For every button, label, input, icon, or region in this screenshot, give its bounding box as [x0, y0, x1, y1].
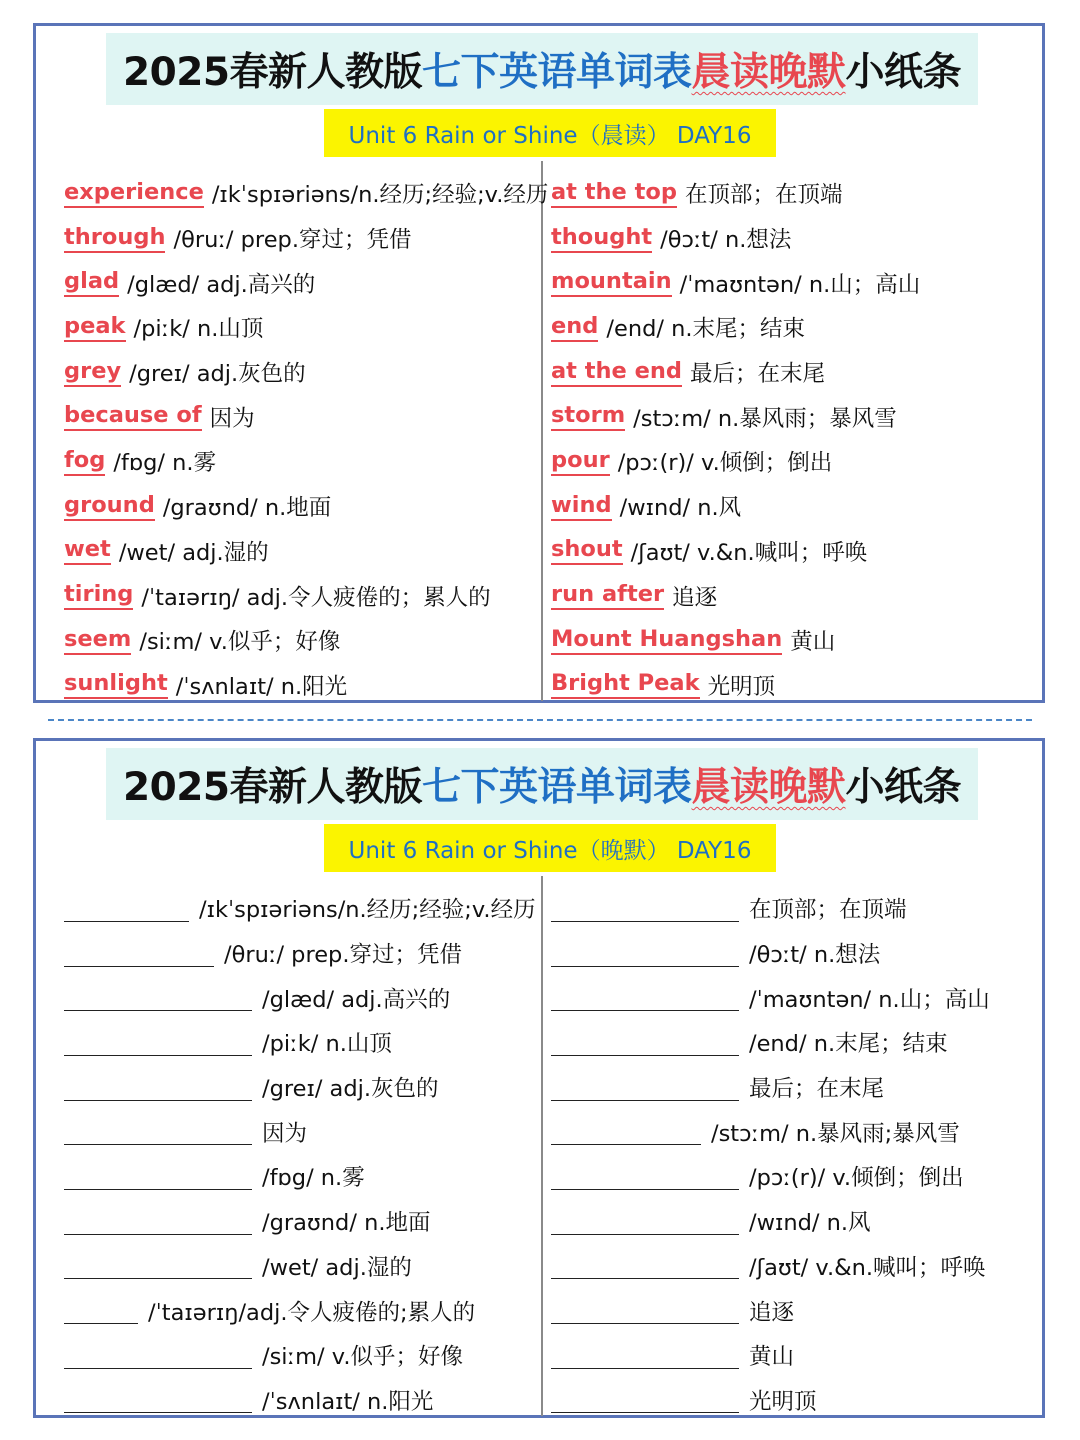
- vocab-row: [551, 305, 1021, 350]
- dictation-row: [551, 886, 1021, 931]
- answer-blank[interactable]: [64, 895, 189, 922]
- vocab-definition: /ˈsʌnlaɪt/ n.阳光: [175, 673, 348, 700]
- answer-blank[interactable]: [551, 1163, 739, 1190]
- answer-blank[interactable]: [551, 1208, 739, 1235]
- vocab-word: tiring: [64, 581, 133, 610]
- vocab-word: through: [64, 224, 165, 253]
- title-part-2: 七下英语单词表: [422, 765, 692, 810]
- vocab-word: storm: [551, 402, 625, 431]
- vocab-row: [551, 529, 1021, 574]
- dictation-row: [64, 1378, 534, 1423]
- vocab-definition: /stɔːm/ n.暴风雨;暴风雪: [711, 1120, 960, 1147]
- vocab-word: end: [551, 313, 598, 342]
- dictation-row: [64, 886, 534, 931]
- answer-blank[interactable]: [551, 1297, 739, 1324]
- answer-blank[interactable]: [64, 1163, 252, 1190]
- answer-blank[interactable]: [64, 1074, 252, 1101]
- vocab-definition: 黄山: [790, 629, 836, 656]
- dictation-row: [64, 1244, 534, 1289]
- vocab-definition: 在顶部；在顶端: [749, 897, 907, 924]
- vocab-row: [64, 618, 534, 663]
- vocab-definition: /fɒg/ n.雾: [113, 450, 217, 477]
- column-divider: [541, 161, 543, 701]
- vocab-definition: /glæd/ adj.高兴的: [262, 986, 451, 1013]
- dictation-row: [551, 1288, 1021, 1333]
- vocab-word: experience: [64, 179, 204, 208]
- page-title: [106, 33, 978, 105]
- answer-blank[interactable]: [64, 1342, 252, 1369]
- vocab-definition: /end/ n.末尾；结束: [749, 1031, 948, 1058]
- vocab-definition: /greɪ/ adj.灰色的: [129, 361, 306, 388]
- vocab-definition: /wɪnd/ n.风: [619, 495, 742, 522]
- dictation-row: [551, 1154, 1021, 1199]
- answer-blank[interactable]: [551, 940, 739, 967]
- answer-blank[interactable]: [64, 1297, 138, 1324]
- vocab-word: run after: [551, 581, 664, 610]
- morning-right-column: [551, 171, 1021, 707]
- vocab-definition: /ˈsʌnlaɪt/ n.阳光: [262, 1388, 434, 1415]
- vocab-row: [551, 171, 1021, 216]
- vocab-definition: 因为: [262, 1120, 308, 1147]
- vocab-word: wet: [64, 536, 111, 565]
- dictation-row: [551, 975, 1021, 1020]
- answer-blank[interactable]: [551, 1029, 739, 1056]
- page-title: [106, 748, 978, 820]
- dictation-row: [64, 1109, 534, 1154]
- title-part-3: 晨读晚默: [691, 765, 846, 810]
- vocab-definition: /wet/ adj.湿的: [262, 1254, 412, 1281]
- vocab-word: mountain: [551, 268, 672, 297]
- vocab-definition: /wet/ adj.湿的: [118, 539, 269, 566]
- vocab-row: [64, 484, 534, 529]
- answer-blank[interactable]: [551, 1074, 739, 1101]
- vocab-definition: /pɔː(r)/ v.倾倒；倒出: [749, 1165, 964, 1192]
- morning-left-column: [64, 171, 549, 707]
- answer-blank[interactable]: [551, 1342, 739, 1369]
- vocab-row: [551, 618, 1021, 663]
- cut-line: [48, 719, 1032, 721]
- title-part-4: 小纸条: [845, 50, 962, 95]
- vocab-definition: /pɔː(r)/ v.倾倒；倒出: [617, 450, 833, 477]
- unit-subtitle: Unit 6 Rain or Shine（晚默） DAY16: [324, 824, 776, 872]
- unit-subtitle: Unit 6 Rain or Shine（晨读） DAY16: [324, 109, 776, 157]
- vocab-word: ground: [64, 492, 155, 521]
- vocab-row: [64, 171, 549, 216]
- vocab-definition: 最后；在末尾: [690, 361, 826, 388]
- vocab-definition: /graʊnd/ n.地面: [162, 495, 332, 522]
- vocab-word: glad: [64, 268, 119, 297]
- vocab-definition: 追逐: [672, 584, 718, 611]
- vocab-word: wind: [551, 492, 612, 521]
- vocab-word: grey: [64, 358, 121, 387]
- title-part-2: 七下英语单词表: [422, 50, 692, 95]
- vocab-definition: /siːm/ v.似乎；好像: [139, 629, 341, 656]
- vocab-definition: /θɔːt/ n.想法: [749, 942, 881, 969]
- vocab-definition: /ʃaʊt/ v.&n.喊叫；呼唤: [630, 539, 868, 566]
- vocab-definition: /end/ n.末尾；结束: [606, 316, 806, 343]
- vocab-definition: /siːm/ v.似乎；好像: [262, 1344, 464, 1371]
- dictation-row: [551, 1378, 1021, 1423]
- vocab-word: sunlight: [64, 670, 168, 699]
- answer-blank[interactable]: [551, 1118, 701, 1145]
- dictation-row: [551, 1333, 1021, 1378]
- evening-left-column: [64, 886, 534, 1422]
- vocab-definition: /θruː/ prep.穿过；凭借: [173, 227, 412, 254]
- vocab-word: pour: [551, 447, 610, 476]
- vocab-row: [64, 350, 534, 395]
- answer-blank[interactable]: [64, 940, 214, 967]
- vocab-word: Mount Huangshan: [551, 626, 782, 655]
- vocab-definition: /piːk/ n.山顶: [133, 316, 264, 343]
- vocab-word: at the end: [551, 358, 682, 387]
- vocab-definition: 最后；在末尾: [749, 1076, 885, 1103]
- vocab-definition: /ˈmaʊntən/ n.山；高山: [749, 986, 990, 1013]
- title-part-3: 晨读晚默: [691, 50, 846, 95]
- vocab-row: [551, 573, 1021, 618]
- answer-blank[interactable]: [551, 1252, 739, 1279]
- morning-card: [33, 23, 1045, 703]
- dictation-row: [64, 1065, 534, 1110]
- dictation-row: [551, 931, 1021, 976]
- vocab-row: [64, 529, 534, 574]
- vocab-definition: /wɪnd/ n.风: [749, 1210, 871, 1237]
- answer-blank[interactable]: [64, 984, 252, 1011]
- answer-blank[interactable]: [64, 1252, 252, 1279]
- vocab-row: [64, 573, 534, 618]
- vocab-word: because of: [64, 402, 202, 431]
- vocab-definition: /greɪ/ adj.灰色的: [262, 1076, 439, 1103]
- vocab-row: [551, 394, 1021, 439]
- vocab-word: shout: [551, 536, 623, 565]
- answer-blank[interactable]: [551, 984, 739, 1011]
- vocab-row: [551, 260, 1021, 305]
- dictation-row: [551, 1020, 1021, 1065]
- vocab-row: [551, 439, 1021, 484]
- answer-blank[interactable]: [551, 895, 739, 922]
- vocab-definition: 黄山: [749, 1344, 795, 1371]
- vocab-word: fog: [64, 447, 105, 476]
- vocab-definition: /graʊnd/ n.地面: [262, 1210, 431, 1237]
- title-part-1: 2025春新人教版: [122, 765, 422, 810]
- vocab-definition: 追逐: [749, 1299, 795, 1326]
- vocab-row: [64, 663, 534, 708]
- evening-card: [33, 738, 1045, 1418]
- vocab-word: seem: [64, 626, 131, 655]
- dictation-row: [64, 1199, 534, 1244]
- vocab-row: [551, 484, 1021, 529]
- answer-blank[interactable]: [64, 1386, 252, 1413]
- vocab-definition: /θruː/ prep.穿过；凭借: [224, 942, 462, 969]
- vocab-definition: /glæd/ adj.高兴的: [127, 271, 316, 298]
- vocab-definition: /ɪkˈspɪəriəns/n.经历;经验;v.经历: [199, 897, 536, 924]
- vocab-definition: /ˈtaɪərɪŋ/adj.令人疲倦的;累人的: [148, 1299, 476, 1326]
- dictation-row: [64, 1288, 534, 1333]
- vocab-definition: 光明顶: [749, 1388, 817, 1415]
- vocab-definition: /fɒg/ n.雾: [262, 1165, 365, 1192]
- vocab-row: [64, 260, 534, 305]
- vocab-definition: 在顶部；在顶端: [684, 182, 843, 209]
- dictation-row: [64, 1154, 534, 1199]
- vocab-row: [551, 350, 1021, 395]
- dictation-row: [551, 1199, 1021, 1244]
- title-part-4: 小纸条: [845, 765, 962, 810]
- evening-right-column: [551, 886, 1021, 1422]
- dictation-row: [64, 1020, 534, 1065]
- vocab-row: [551, 663, 1021, 708]
- answer-blank[interactable]: [64, 1208, 252, 1235]
- vocab-definition: /ˈtaɪərɪŋ/ adj.令人疲倦的；累人的: [141, 584, 491, 611]
- vocab-definition: 光明顶: [707, 673, 776, 700]
- vocab-word: peak: [64, 313, 126, 342]
- vocab-row: [64, 305, 534, 350]
- column-divider: [541, 876, 543, 1416]
- answer-blank[interactable]: [551, 1386, 739, 1413]
- dictation-row: [64, 975, 534, 1020]
- vocab-row: [551, 216, 1021, 261]
- answer-blank[interactable]: [64, 1029, 252, 1056]
- vocab-word: at the top: [551, 179, 677, 208]
- dictation-row: [551, 1109, 1021, 1154]
- vocab-definition: /ʃaʊt/ v.&n.喊叫；呼唤: [749, 1254, 986, 1281]
- vocab-definition: /piːk/ n.山顶: [262, 1031, 392, 1058]
- vocab-row: [64, 439, 534, 484]
- vocab-row: [64, 394, 534, 439]
- vocab-word: thought: [551, 224, 652, 253]
- vocab-definition: /ɪkˈspɪəriəns/n.经历;经验;v.经历: [211, 182, 549, 209]
- vocab-definition: /ˈmaʊntən/ n.山；高山: [679, 271, 921, 298]
- vocab-word: Bright Peak: [551, 670, 700, 699]
- dictation-row: [64, 1333, 534, 1378]
- vocab-definition: 因为: [209, 405, 255, 432]
- vocab-definition: /θɔːt/ n.想法: [660, 227, 792, 254]
- vocab-row: [64, 216, 534, 261]
- dictation-row: [551, 1065, 1021, 1110]
- vocab-definition: /stɔːm/ n.暴风雨；暴风雪: [633, 405, 897, 432]
- answer-blank[interactable]: [64, 1118, 252, 1145]
- title-part-1: 2025春新人教版: [122, 50, 422, 95]
- dictation-row: [551, 1244, 1021, 1289]
- dictation-row: [64, 931, 534, 976]
